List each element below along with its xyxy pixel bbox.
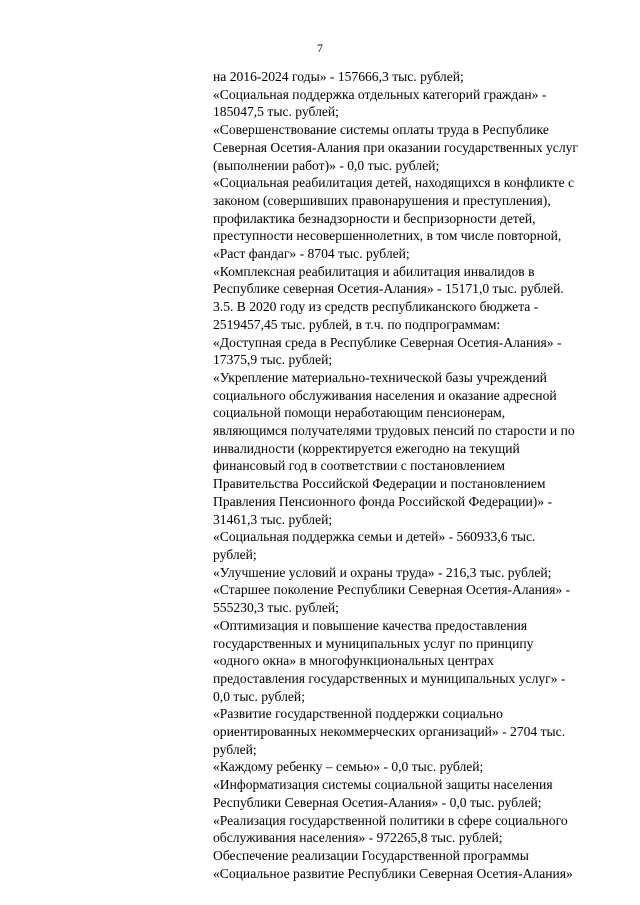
text-line: «Реализация государственной политики в сфере социального	[213, 812, 568, 828]
text-line: «Укрепление материально-технической базы учреждений	[213, 369, 547, 385]
text-line: являющимся получателями трудовых пенсий по старости и по	[213, 423, 575, 439]
text-line: «Комплексная реабилитация и абилитация инвалидов в	[213, 263, 535, 279]
text-line: законом (совершивших правонарушения и преступления),	[213, 192, 551, 208]
text-line: 555230,3 тыс. рублей;	[213, 600, 339, 616]
text-line: финансовый год в соответствии с постановлением	[213, 458, 506, 474]
text-line: 0,0 тыс. рублей;	[213, 688, 305, 704]
text-line: «Совершенствование системы оплаты труда в Республике	[213, 122, 549, 138]
text-line: инвалидности (корректируется ежегодно на текущий	[213, 440, 520, 456]
text-line: 3.5. В 2020 году из средств республиканского бюджета -	[213, 299, 539, 315]
text-line: Обеспечение реализации Государственной программы	[213, 847, 529, 863]
text-line: рублей;	[213, 741, 257, 757]
text-line: Правления Пенсионного фонда Российской Федерации)» -	[213, 493, 552, 509]
text-line: «Социальная поддержка семьи и детей» - 560933,6 тыс.	[213, 529, 536, 545]
text-line: «Социальное развитие Республики Северная Осетия-Алания»	[213, 865, 573, 881]
text-line: «Социальная реабилитация детей, находящихся в конфликте с	[213, 175, 575, 191]
text-line: профилактика безнадзорности и беспризорности детей,	[213, 210, 536, 226]
text-line: Правительства Российской Федерации и постановлением	[213, 476, 546, 492]
text-line: «Старшее поколение Республики Северная Осетия-Алания» -	[213, 582, 571, 598]
text-line: социальной помощи неработающим пенсионерам,	[213, 405, 506, 421]
text-line: 31461,3 тыс. рублей;	[213, 511, 333, 527]
text-line: обслуживания населения» - 972265,8 тыс. рублей;	[213, 830, 503, 846]
text-line: предоставления государственных и муниципальных услуг» -	[213, 670, 566, 686]
text-line: социального обслуживания населения и оказание адресной	[213, 387, 557, 403]
text-line: Республике северная Осетия-Алания» - 15171,0 тыс. рублей.	[213, 281, 564, 297]
text-line: «Улучшение условий и охраны труда» - 216,3 тыс. рублей;	[213, 564, 552, 580]
text-line: «Оптимизация и повышение качества предоставления	[213, 617, 528, 633]
text-line: Северная Осетия-Алания при оказании государственных услуг	[213, 139, 578, 155]
text-line: преступности несовершеннолетних, в том числе повторной,	[213, 228, 562, 244]
text-line: рублей;	[213, 546, 257, 562]
text-line: «Развитие государственной поддержки социально	[213, 706, 503, 722]
text-line: «одного окна» в многофункциональных центрах	[213, 653, 494, 669]
document-body	[213, 68, 613, 882]
text-line: 2519457,45 тыс. рублей, в т.ч. по подпрограммам:	[213, 316, 501, 332]
text-line: «Каждому ребенку – семью» - 0,0 тыс. рублей;	[213, 759, 484, 775]
text-line: (выполнении работ)» - 0,0 тыс. рублей;	[213, 157, 440, 173]
text-line: на 2016-2024 годы» - 157666,3 тыс. рублей;	[213, 69, 464, 84]
text-line: 17375,9 тыс. рублей;	[213, 352, 333, 368]
page-number: 7	[317, 41, 323, 55]
text-line: «Доступная среда в Республике Северная Осетия-Алания» -	[213, 334, 562, 350]
text-line: «Социальная поддержка отдельных категорий граждан» -	[213, 86, 547, 102]
text-line: 185047,5 тыс. рублей;	[213, 104, 339, 120]
text-line: «Информатизация системы социальной защиты населения	[213, 777, 553, 793]
text-line: государственных и муниципальных услуг по принципу	[213, 635, 534, 651]
text-line: «Раст фандаг» - 8704 тыс. рублей;	[213, 246, 410, 262]
text-line: ориентированных некоммерческих организаций» - 2704 тыс.	[213, 724, 566, 740]
text-line: Республики Северная Осетия-Алания» - 0,0 тыс. рублей;	[213, 794, 542, 810]
